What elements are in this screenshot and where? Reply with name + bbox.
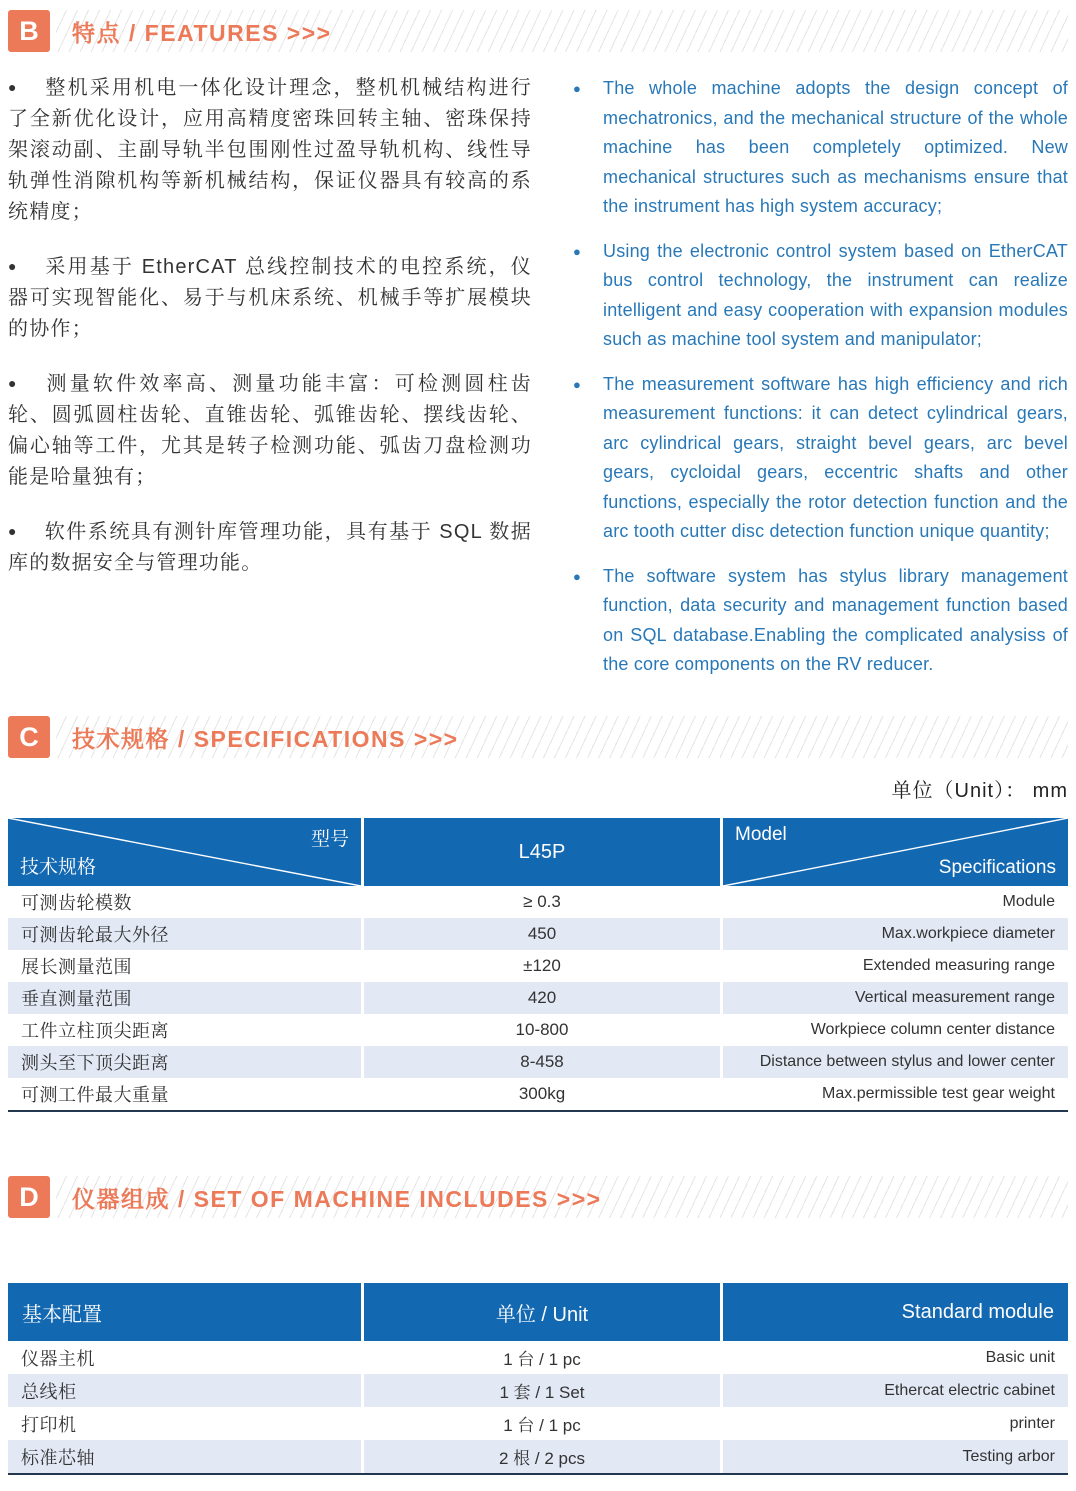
includes-row-label-cn: 打印机 [8,1407,361,1440]
spec-row-value: ±120 [364,950,720,982]
includes-row-label-cn: 仪器主机 [8,1341,361,1374]
spec-row-label-en: Max.workpiece diameter [723,918,1068,950]
spec-corner-spec-cn: 技术规格 [20,857,97,878]
feature-zh-item [8,251,532,345]
spec-row-label-en: Extended measuring range [723,950,1068,982]
section-c-hatch-band [56,716,1068,758]
spec-row-value: 450 [364,918,720,950]
includes-row-qty: 2 根 / 2 pcs [364,1440,720,1473]
spec-row-label-cn: 测头至下顶尖距离 [8,1046,361,1078]
section-b-title: 特点 / FEATURES >>> [72,19,332,46]
spec-row-value: 8-458 [364,1046,720,1078]
section-features-header [8,10,1068,52]
feature-zh-item [8,72,532,228]
spec-row-label-cn: 可测齿轮模数 [8,886,361,918]
spec-row-label-en: Distance between stylus and lower center [723,1046,1068,1078]
spec-row-value: ≥ 0.3 [364,886,720,918]
includes-row-label-en: Testing arbor [723,1440,1068,1473]
includes-row-label-en: Basic unit [723,1341,1068,1374]
spec-row-label-en: Max.permissible test gear weight [723,1078,1068,1110]
feature-zh-text: 测量软件效率高、测量功能丰富：可检测圆柱齿轮、圆弧圆柱齿轮、直锥齿轮、弧锥齿轮、摆线齿轮、偏心轴等工件，尤其是转子检测功能、弧齿刀盘检测功能是哈量独有； [8,373,532,488]
spec-row-label-cn: 展长测量范围 [8,950,361,982]
bullet-icon: ● [573,376,581,392]
spec-row-label-en: Module [723,886,1068,918]
spec-header-corner-cell-en [723,818,1068,886]
spec-header-model-value: L45P [364,818,720,886]
spec-row-value: 10-800 [364,1014,720,1046]
includes-header-unit: 单位 / Unit [364,1283,720,1341]
feature-zh-text: 软件系统具有测针库管理功能，具有基于 SQL 数据库的数据安全与管理功能。 [8,521,532,574]
section-d-badge: D [8,1176,50,1218]
includes-row-label-en: Ethercat electric cabinet [723,1374,1068,1407]
bullet-icon: ● [8,523,17,539]
spec-row-label-cn: 可测工件最大重量 [8,1078,361,1110]
spec-row-value: 300kg [364,1078,720,1110]
includes-header-config: 基本配置 [8,1283,361,1341]
includes-row-qty: 1 台 / 1 pc [364,1341,720,1374]
feature-en-text: The measurement software has high efficiency and rich measurement functions: it can detect cylindrical gears, arc cylindrical gears, straight bevel gears, arc bevel gears, cycloidal gears, eccentric shafts and other functions, especially the rotor detection function and the arc tooth cutter disc detection function unique quantity; [603,373,1068,541]
section-b-hatch-band [56,10,1068,52]
bullet-icon: ● [8,375,19,391]
spec-row-value: 420 [364,982,720,1014]
section-c-title: 技术规格 / SPECIFICATIONS >>> [72,725,459,752]
bullet-icon: ● [573,568,581,584]
feature-en-item [565,237,1068,355]
feature-zh-text: 采用基于 EtherCAT 总线控制技术的电控系统，仪器可实现智能化、易于与机床系统、机械手等扩展模块的协作； [8,256,532,340]
feature-zh-item [8,516,532,579]
feature-zh-text: 整机采用机电一体化设计理念，整机机械结构进行了全新优化设计，应用高精度密珠回转主轴、密珠保持架滚动副、主副导轨半包围刚性过盈导轨机构、线性导轨弹性消隙机构等新机械结构，保证仪器具有较高的系统精度； [8,77,532,223]
bullet-icon: ● [8,79,18,95]
feature-en-text: Using the electronic control system based on EtherCAT bus control technology, the instrument can realize intelligent and easy cooperation with expansion modules such as machine tool system and manipulator; [603,240,1068,349]
section-b-badge: B [8,10,50,52]
section-d-title: 仪器组成 / SET OF MACHINE INCLUDES >>> [72,1185,602,1212]
includes-row-label-cn: 总线柜 [8,1374,361,1407]
bullet-icon: ● [573,81,581,96]
includes-row-qty: 1 台 / 1 pc [364,1407,720,1440]
feature-en-item [565,370,1068,547]
spec-header-corner-cell [8,818,361,886]
unit-note: 单位（Unit）： mm [891,780,1068,802]
spec-row-label-cn: 垂直测量范围 [8,982,361,1014]
feature-en-text: The whole machine adopts the design concept of mechatronics, and the mechanical structure of the whole machine has been completely optimized. New mechanical structures such as mechanisms ensure that the instrument has high system accuracy; [603,78,1068,216]
spec-corner-model-cn: 型号 [310,829,349,850]
spec-corner-spec-en: Specifications [938,857,1056,878]
section-specifications-header [8,716,1068,758]
section-d-hatch-band [56,1176,1068,1218]
features-english-column [565,74,1068,695]
specifications-table [8,818,1068,1112]
feature-en-item [565,74,1068,222]
includes-header-standard: Standard module [723,1283,1068,1341]
bullet-icon: ● [573,243,581,259]
feature-zh-item [8,368,532,493]
includes-row-label-en: printer [723,1407,1068,1440]
section-c-badge: C [8,716,50,758]
spec-corner-model-en: Model [735,824,787,845]
spec-row-label-en: Vertical measurement range [723,982,1068,1014]
spec-row-label-en: Workpiece column center distance [723,1014,1068,1046]
features-chinese-column [8,72,532,602]
feature-en-item [565,562,1068,680]
includes-table [8,1283,1068,1475]
includes-row-qty: 1 套 / 1 Set [364,1374,720,1407]
spec-row-label-cn: 工件立柱顶尖距离 [8,1014,361,1046]
feature-en-text: The software system has stylus library management function, data security and management function based on SQL database.Enabling the complicated analysiss of the core components on the RV reducer. [603,565,1068,674]
features-section [8,72,1068,712]
includes-row-label-cn: 标准芯轴 [8,1440,361,1473]
section-includes-header [8,1176,1068,1218]
bullet-icon: ● [8,258,18,274]
spec-row-label-cn: 可测齿轮最大外径 [8,918,361,950]
